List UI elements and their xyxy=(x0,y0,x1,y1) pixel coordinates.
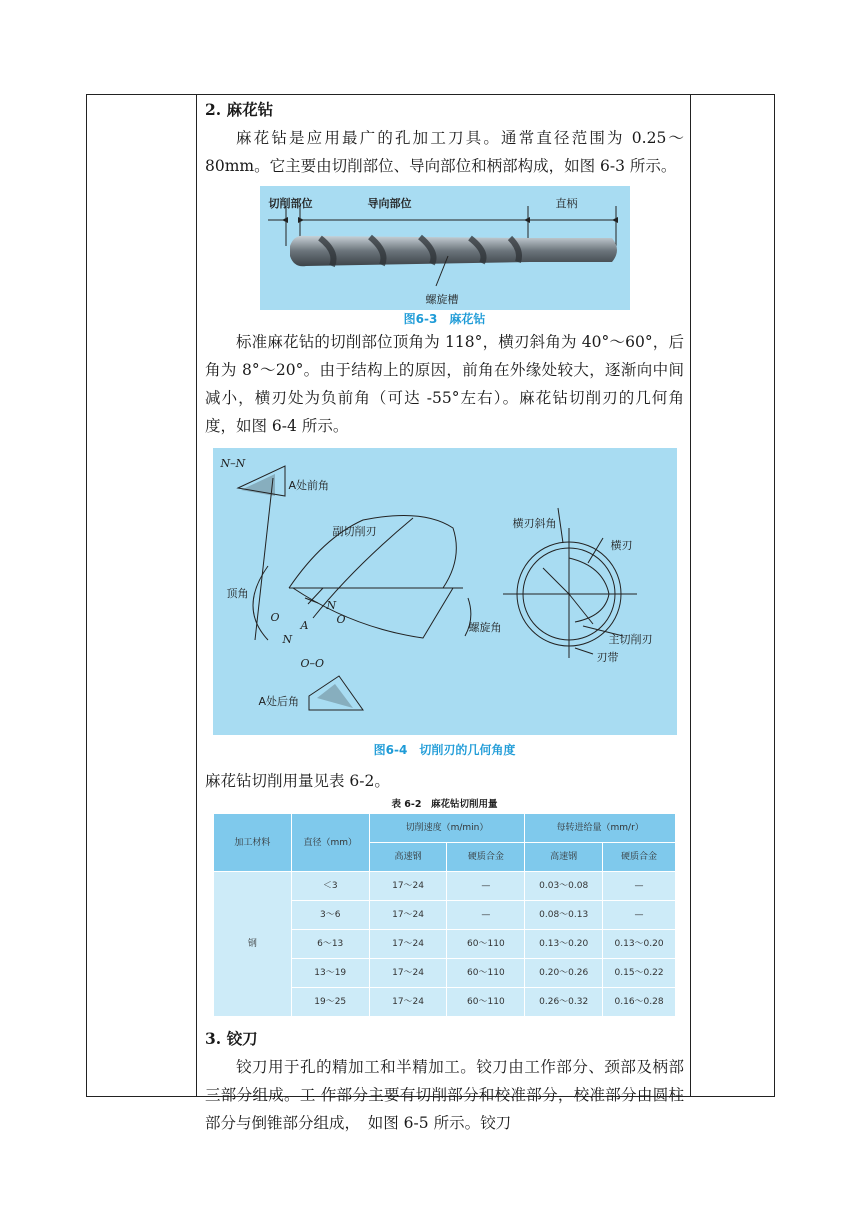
paragraph: 标准麻花钻的切削部位顶角为 118°，横刃斜角为 40°～60°，后角为 8°～20°。由于结构上的原因，前角在外缘处较大，逐渐向中间减小，横刃处为负前角（可达 -55°左右）。麻花钻切削刃的几何角度，如图 6-4 所示。 xyxy=(205,333,684,435)
header-material: 加工材料 xyxy=(214,814,292,872)
label-nn: N–N xyxy=(220,457,246,470)
table-cell: 17～24 xyxy=(369,901,447,930)
label-o1: O xyxy=(270,611,280,624)
figure-caption: 图6-4 切削刃的几何角度 xyxy=(373,743,516,757)
material-cell: 钢 xyxy=(214,872,292,1017)
header-feed: 每转进给量（mm/r） xyxy=(525,814,676,843)
table-cell: 0.20～0.26 xyxy=(525,959,603,988)
table-cell: 0.03～0.08 xyxy=(525,872,603,901)
paragraph: 麻花钻是应用最广的孔加工刀具。通常直径范围为 0.25～80mm。它主要由切削部位、导向部位和柄部构成，如图 6-3 所示。 xyxy=(205,129,684,175)
table-cell: 17～24 xyxy=(369,872,447,901)
table-cell: 0.13～0.20 xyxy=(525,930,603,959)
label-flute: 螺旋槽 xyxy=(425,293,459,306)
section-heading: 2. 麻花钻 xyxy=(205,100,274,119)
table-cell: 19～25 xyxy=(291,988,369,1017)
table-cell: 0.08～0.13 xyxy=(525,901,603,930)
label-cut: 切削部位 xyxy=(268,197,313,210)
angle-figure xyxy=(213,448,677,735)
paragraph: 麻花钻切削用量见表 6-2。 xyxy=(205,772,390,790)
header-speed: 切削速度（m/min） xyxy=(369,814,525,843)
label-n1: N xyxy=(326,599,337,612)
table-cell: 17～24 xyxy=(369,930,447,959)
table-cell: 60～110 xyxy=(447,930,525,959)
section-heading: 3. 铰刀 xyxy=(205,1029,258,1048)
table-cell: — xyxy=(447,872,525,901)
table-cell: 60～110 xyxy=(447,988,525,1017)
label-shank: 直柄 xyxy=(555,197,578,210)
label-oo: O–O xyxy=(300,657,325,670)
label-n2: N xyxy=(282,633,293,646)
label-main-edge: 主切削刃 xyxy=(608,633,653,646)
label-apex: 顶角 xyxy=(226,587,249,600)
label-chisel: 横刃 xyxy=(610,539,633,552)
label-helix: 螺旋角 xyxy=(468,621,502,634)
label-clearance-a: A处后角 xyxy=(258,695,300,708)
cutting-table xyxy=(213,813,676,1017)
header-carbide: 硬质合金 xyxy=(447,843,525,872)
header-hss: 高速钢 xyxy=(369,843,447,872)
header-hss: 高速钢 xyxy=(525,843,603,872)
table-cell: 6～13 xyxy=(291,930,369,959)
table-cell: 13～19 xyxy=(291,959,369,988)
table-cell: 0.16～0.28 xyxy=(603,988,676,1017)
table-cell: — xyxy=(603,901,676,930)
table-cell: 17～24 xyxy=(369,988,447,1017)
table-cell: 0.26～0.32 xyxy=(525,988,603,1017)
label-o2: O xyxy=(336,613,346,626)
table-cell: 17～24 xyxy=(369,959,447,988)
label-a: A xyxy=(300,619,309,632)
table-cell: 3～6 xyxy=(291,901,369,930)
drill-figure xyxy=(260,186,630,310)
label-guide: 导向部位 xyxy=(367,197,412,210)
paragraph: 铰刀用于孔的精加工和半精加工。铰刀由工作部分、颈部及柄部三部分组成。工 作部分主要有切削部分和校准部分，校准部分由圆柱部分与倒锥部分组成， 如图 6-5 所示。铰刀 xyxy=(205,1058,684,1132)
table-cell: — xyxy=(447,901,525,930)
table-cell: ＜3 xyxy=(291,872,369,901)
label-chisel-angle: 横刃斜角 xyxy=(512,517,557,530)
table-frame xyxy=(86,94,775,1132)
table-cell: 0.13～0.20 xyxy=(603,930,676,959)
figure-caption: 图6-3 麻花钻 xyxy=(403,312,486,326)
table-cell: — xyxy=(603,872,676,901)
label-minor-edge: 副切削刃 xyxy=(332,525,377,538)
table-caption: 表 6-2 麻花钻切削用量 xyxy=(391,799,498,810)
table-cell: 0.15～0.22 xyxy=(603,959,676,988)
label-rake-a: A处前角 xyxy=(288,479,330,492)
main-cell xyxy=(197,95,692,1137)
header-carbide: 硬质合金 xyxy=(603,843,676,872)
table-row xyxy=(214,872,676,901)
label-margin: 刃带 xyxy=(596,651,619,664)
table-cell: 60～110 xyxy=(447,959,525,988)
header-diameter: 直径（mm） xyxy=(291,814,369,872)
